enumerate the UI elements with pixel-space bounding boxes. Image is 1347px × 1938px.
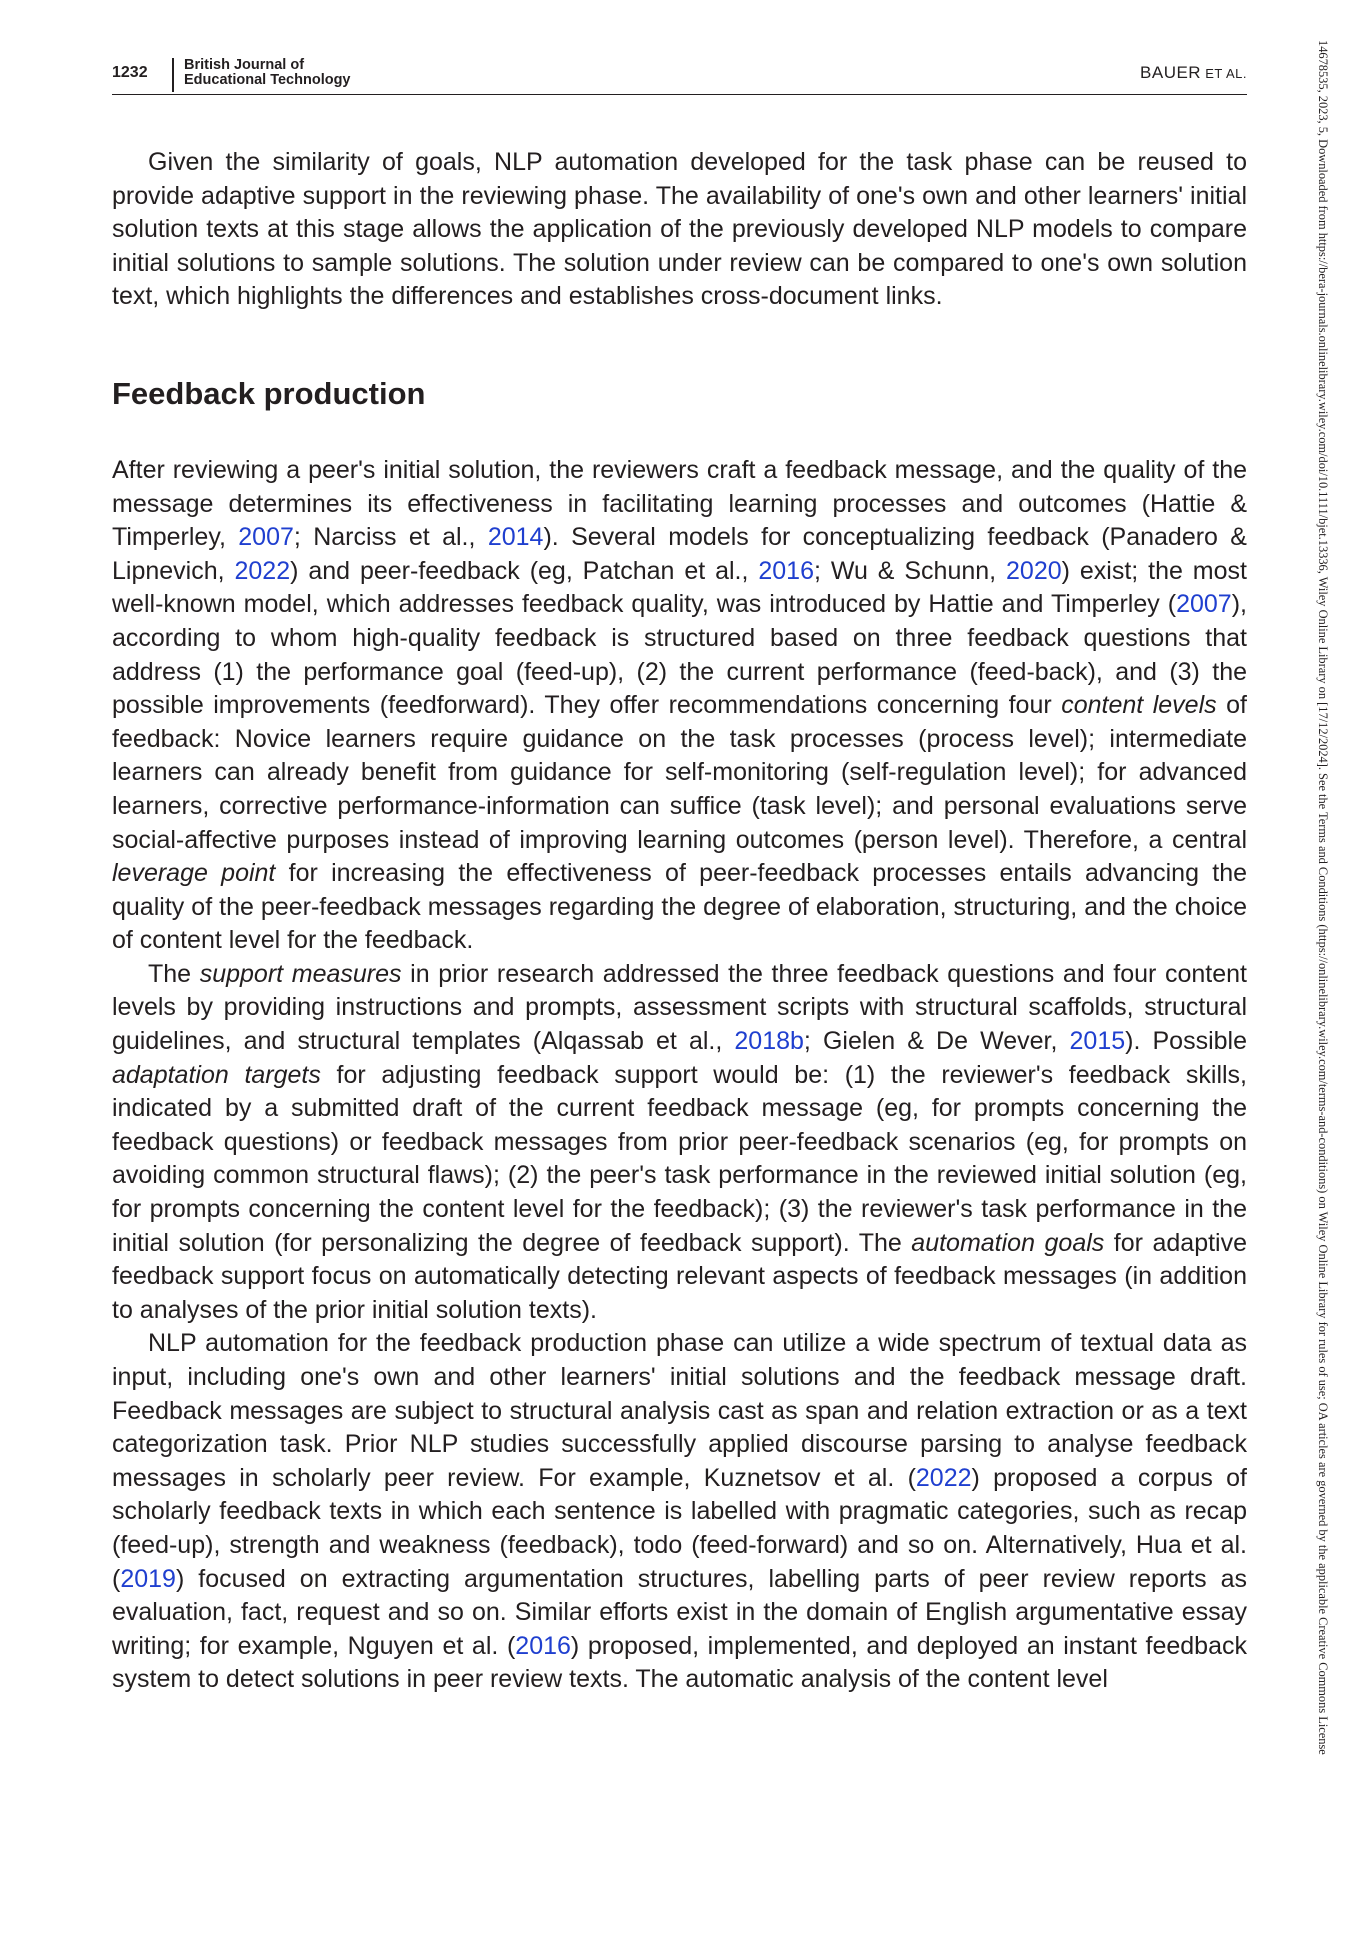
emphasis-term: adaptation targets xyxy=(112,1060,321,1089)
citation-link[interactable]: 2018b xyxy=(734,1027,804,1056)
paragraph-task-phase-reuse: Given the similarity of goals, NLP automation developed for the task phase can be reused to provide adaptive support in the reviewing phase. The availability of one's own and other learners' initial solution texts at this stage allows the application of the previously developed NLP models to compare initial solutions to sample solutions. The solution under review can be compared to one's own solution text, which highlights the differences and establishes cross-document links. xyxy=(112,148,1247,311)
citation-link[interactable]: 2019 xyxy=(120,1564,176,1593)
running-head-author: BAUER xyxy=(1140,63,1202,82)
paragraph-feedback-quality: After reviewing a peer's initial solution, the reviewers craft a feedback message, and the quality of the message determines its effectiveness in facilitating learning processes and outcomes (Hattie & Timperley, 2007; Narciss et al., 2014). Several models for conceptualizing feedback (Panadero & Lipnevich, 2022) and peer-feedback (eg, Patchan et al., 2016; Wu & Schunn, 2020) exist; the most well-known model, which addresses feedback quality, was introduced by Hattie and Timperley (2007), according to whom high-quality feedback is structured based on three feedback questions that address (1) the performance goal (feed-up), (2) the current performance (feed-back), and (3) the possible improvements (feedforward). They offer recommendations concerning four content levels of feedback: Novice learners require guidance on the task processes (process level); intermediate learners can already benefit from guidance for self-monitoring (self-regulation level); for advanced learners, corrective performance-information can suffice (task level); and personal evaluations serve social-affective purposes instead of improving learning outcomes (person level). Therefore, a central leverage point for increasing the effectiveness of peer-feedback processes entails advancing the quality of the peer-feedback messages regarding the degree of elaboration, structuring, and the choice of content level for the feedback. xyxy=(112,455,1248,955)
emphasis-term: leverage point xyxy=(112,859,276,888)
emphasis-term: support measures xyxy=(199,959,402,988)
citation-link[interactable]: 2022 xyxy=(234,556,291,585)
citation-link[interactable]: 2014 xyxy=(487,523,544,552)
journal-name-line-1: British Journal of xyxy=(184,57,305,73)
running-head-etal: ET AL. xyxy=(1201,66,1247,81)
emphasis-term: content levels xyxy=(1061,691,1217,720)
section-heading: Feedback production xyxy=(112,375,426,411)
article-body xyxy=(112,146,1247,1697)
journal-divider xyxy=(172,58,174,92)
citation-link[interactable]: 2016 xyxy=(515,1631,571,1660)
download-notice-sidebar xyxy=(1313,40,1333,1920)
citation-link[interactable]: 2007 xyxy=(238,523,294,552)
citation-link[interactable]: 2016 xyxy=(758,556,814,585)
emphasis-term: automation goals xyxy=(911,1228,1105,1257)
running-head xyxy=(1140,63,1247,83)
citation-link[interactable]: 2020 xyxy=(1006,556,1062,585)
page-header xyxy=(112,56,1247,95)
citation-link[interactable]: 2007 xyxy=(1176,590,1232,619)
download-notice-text: 14678535, 2023, 5, Downloaded from https://bera-journals.onlinelibrary.wiley.com/doi/10.1111/bjet.13336, Wiley Online Library on [17/12/2024]. See the Terms and Conditions (https://onlinelibrary.wiley.com/terms-and-conditions) on Wiley Online Library for rules of use; OA articles are governed by the applicable Creative Commons License xyxy=(1316,40,1330,1755)
page-number: 1232 xyxy=(112,64,148,81)
paragraph-nlp-automation: NLP automation for the feedback production phase can utilize a wide spectrum of textual data as input, including one's own and other learners' initial solutions and the feedback message draft. Feedback messages are subject to structural analysis cast as span and relation extraction or as a text categorization task. Prior NLP studies successfully applied discourse parsing to analyse feedback messages in scholarly peer review. For example, Kuznetsov et al. (2022) proposed a corpus of scholarly feedback texts in which each sentence is labelled with pragmatic categories, such as recap (feed-up), strength and weakness (feedback), todo (feed-forward) and so on. Alternatively, Hua et al. (2019) focused on extracting argumentation structures, labelling parts of peer review reports as evaluation, fact, request and so on. Similar efforts exist in the domain of English argumentative essay writing; for example, Nguyen et al. (2016) proposed, implemented, and deployed an instant feedback system to detect solutions in peer review texts. The automatic analysis of the content level xyxy=(112,1329,1247,1694)
citation-link[interactable]: 2015 xyxy=(1069,1027,1126,1056)
journal-name xyxy=(184,58,351,88)
journal-name-line-2: Educational Technology xyxy=(184,72,351,88)
paragraph-support-measures: The support measures in prior research addressed the three feedback questions and four content levels by providing instructions and prompts, assessment scripts with structural scaffolds, structural guidelines, and structural templates (Alqassab et al., 2018b; Gielen & De Wever, 2015). Possible adaptation targets for adjusting feedback support would be: (1) the reviewer's feedback skills, indicated by a submitted draft of the current feedback message (eg, for prompts concerning the feedback questions) or feedback messages from prior peer-feedback scenarios (eg, for prompts on avoiding common structural flaws); (2) the peer's task performance in the reviewed initial solution (eg, for prompts concerning the content level for the feedback); (3) the reviewer's task performance in the initial solution (for personalizing the degree of feedback support). The automation goals for adaptive feedback support focus on automatically detecting relevant aspects of feedback messages (in addition to analyses of the prior initial solution texts). xyxy=(112,959,1248,1324)
citation-link[interactable]: 2022 xyxy=(915,1463,972,1492)
